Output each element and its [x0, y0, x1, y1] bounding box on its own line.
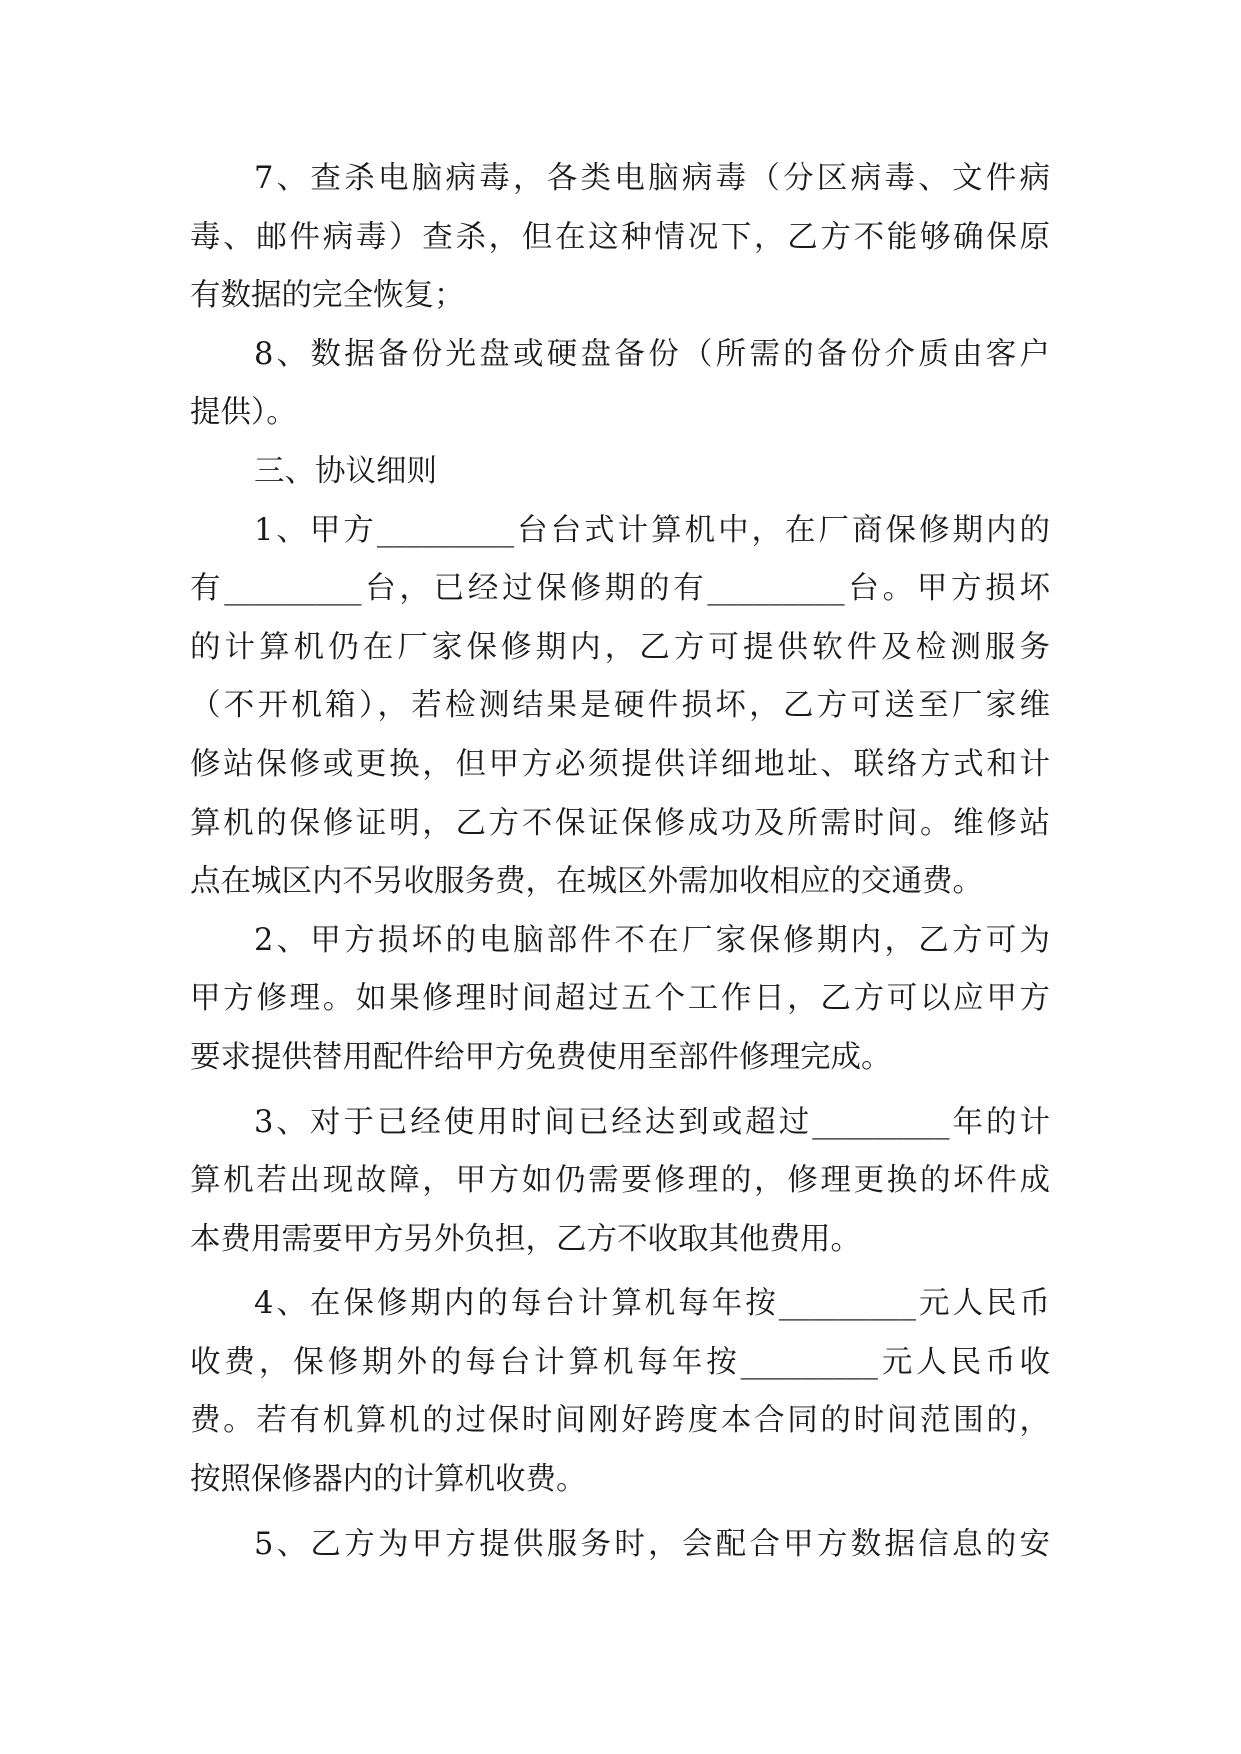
- clause-3-line-3: 本费用需要甲方另外负担，乙方不收取其他费用。: [190, 1221, 861, 1257]
- clause-1-line-2: 有_________台，已经过保修期的有_________台。甲方损坏: [190, 571, 1050, 607]
- document-body: [190, 150, 1050, 1574]
- clause-2-line-3: 要求提供替用配件给甲方免费使用至部件修理完成。: [190, 1039, 892, 1075]
- paragraph-8-line-1: 8、数据备份光盘或硬盘备份（所需的备份介质由客户: [254, 336, 1050, 372]
- clause-3-line-1: 3、对于已经使用时间已经达到或超过_________年的计: [254, 1104, 1050, 1140]
- section-heading: 三、协议细则: [254, 453, 437, 489]
- clause-1-line-1: 1、甲方_________台台式计算机中，在厂商保修期内的: [254, 512, 1050, 548]
- clause-4-line-4: 按照保修器内的计算机收费。: [190, 1462, 587, 1498]
- clause-1-line-4: （不开机箱），若检测结果是硬件损坏，乙方可送至厂家维: [190, 688, 1050, 724]
- paragraph-7-line-1: 7、查杀电脑病毒，各类电脑病毒（分区病毒、文件病: [254, 161, 1050, 196]
- paragraph-8-line-2: 提供）。: [190, 395, 297, 431]
- paragraph-7-line-2: 毒、邮件病毒）查杀，但在这种情况下，乙方不能够确保原: [190, 219, 1050, 255]
- clause-4-line-2: 收费，保修期外的每台计算机每年按_________元人民币收: [190, 1344, 1050, 1380]
- clause-4-line-3: 费。若有机算机的过保时间刚好跨度本合同的时间范围的，: [190, 1403, 1050, 1439]
- clause-1-line-5: 修站保修或更换，但甲方必须提供详细地址、联络方式和计: [190, 746, 1050, 782]
- clause-1-line-3: 的计算机仍在厂家保修期内，乙方可提供软件及检测服务: [190, 629, 1050, 665]
- clause-1-line-7: 点在城区内不另收服务费，在城区外需加收相应的交通费。: [190, 864, 983, 900]
- clause-1-line-6: 算机的保修证明，乙方不保证保修成功及所需时间。维修站: [190, 805, 1050, 841]
- clause-2-line-2: 甲方修理。如果修理时间超过五个工作日，乙方可以应甲方: [190, 981, 1050, 1017]
- clause-2-line-1: 2、甲方损坏的电脑部件不在厂家保修期内，乙方可为: [254, 922, 1050, 958]
- paragraph-7-line-3: 有数据的完全恢复；: [190, 278, 465, 314]
- clause-5-line-1: 5、乙方为甲方提供服务时，会配合甲方数据信息的安: [254, 1526, 1050, 1562]
- clause-3-line-2: 算机若出现故障，甲方如仍需要修理的，修理更换的坏件成: [190, 1163, 1050, 1199]
- clause-4-line-1: 4、在保修期内的每台计算机每年按_________元人民币: [254, 1286, 1050, 1322]
